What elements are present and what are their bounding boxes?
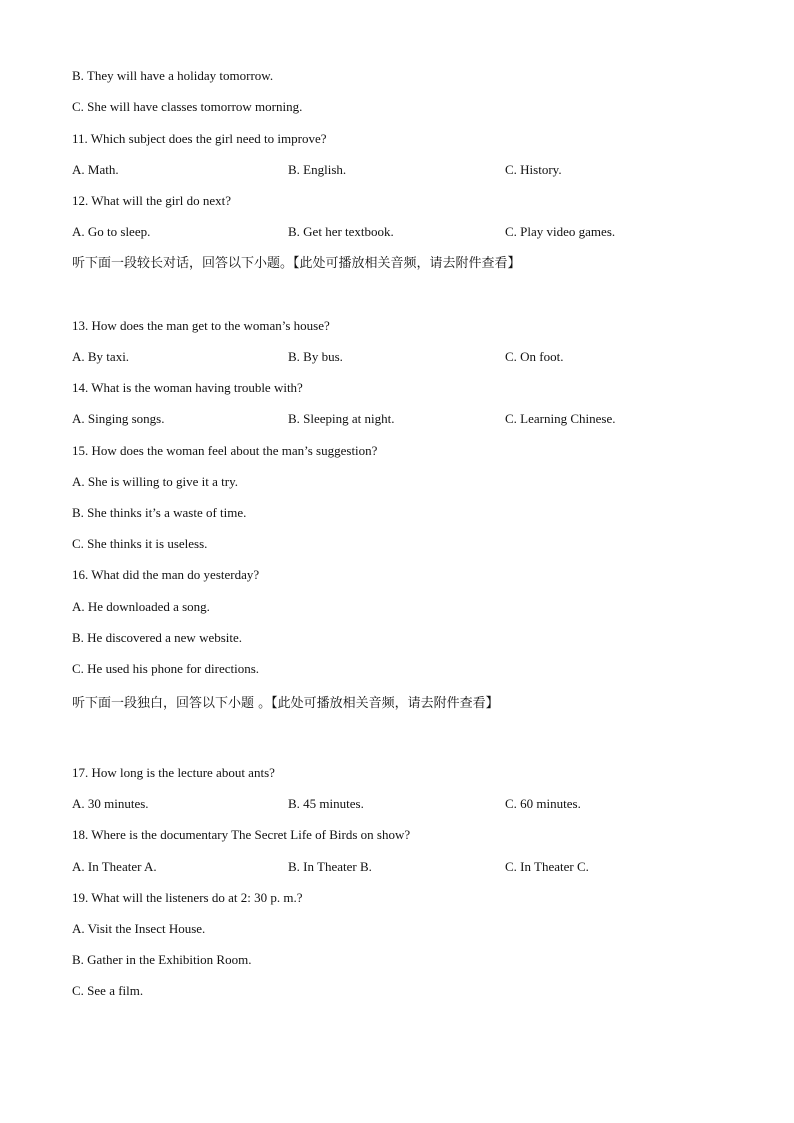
q14-option-c: C. Learning Chinese. <box>505 411 616 426</box>
section-monologue-instruction: 听下面一段独白，回答以下小题 。【此处可播放相关音频，请去附件查看】 <box>72 696 499 711</box>
q14-option-b: B. Sleeping at night. <box>288 411 395 426</box>
question-13: 13. How does the man get to the woman’s house? <box>72 318 330 333</box>
q15-option-a: A. She is willing to give it a try. <box>72 474 238 489</box>
option-c-prev: C. She will have classes tomorrow morning. <box>72 99 303 114</box>
question-18: 18. Where is the documentary The Secret Life of Birds on show? <box>72 827 411 842</box>
q18-option-c: C. In Theater C. <box>505 859 589 874</box>
question-16: 16. What did the man do yesterday? <box>72 567 260 582</box>
question-12: 12. What will the girl do next? <box>72 193 231 208</box>
q12-option-c: C. Play video games. <box>505 224 616 239</box>
q11-option-c: C. History. <box>505 162 562 177</box>
q19-option-a: A. Visit the Insect House. <box>72 921 206 936</box>
q16-option-c: C. He used his phone for directions. <box>72 661 260 676</box>
q17-option-b: B. 45 minutes. <box>288 796 364 811</box>
q12-option-b: B. Get her textbook. <box>288 224 394 239</box>
q17-option-c: C. 60 minutes. <box>505 796 581 811</box>
q15-option-b: B. She thinks it’s a waste of time. <box>72 505 247 520</box>
question-14: 14. What is the woman having trouble with? <box>72 380 303 395</box>
q17-option-a: A. 30 minutes. <box>72 796 149 811</box>
q14-option-a: A. Singing songs. <box>72 411 165 426</box>
q15-option-c: C. She thinks it is useless. <box>72 536 208 551</box>
q13-option-c: C. On foot. <box>505 349 564 364</box>
question-15: 15. How does the woman feel about the man’s suggestion? <box>72 443 378 458</box>
question-17: 17. How long is the lecture about ants? <box>72 765 275 780</box>
question-11: 11. Which subject does the girl need to improve? <box>72 131 327 146</box>
q16-option-a: A. He downloaded a song. <box>72 599 210 614</box>
q12-option-a: A. Go to sleep. <box>72 224 151 239</box>
q19-option-b: B. Gather in the Exhibition Room. <box>72 952 252 967</box>
question-19: 19. What will the listeners do at 2: 30 p. m.? <box>72 890 303 905</box>
q11-option-a: A. Math. <box>72 162 119 177</box>
q19-option-c: C. See a film. <box>72 983 144 998</box>
q18-option-a: A. In Theater A. <box>72 859 157 874</box>
section-long-dialogue-instruction: 听下面一段较长对话，回答以下小题。【此处可播放相关音频，请去附件查看】 <box>72 256 521 271</box>
q11-option-b: B. English. <box>288 162 347 177</box>
option-b-prev: B. They will have a holiday tomorrow. <box>72 68 274 83</box>
q13-option-b: B. By bus. <box>288 349 343 364</box>
q18-option-b: B. In Theater B. <box>288 859 372 874</box>
q16-option-b: B. He discovered a new website. <box>72 630 243 645</box>
q13-option-a: A. By taxi. <box>72 349 130 364</box>
